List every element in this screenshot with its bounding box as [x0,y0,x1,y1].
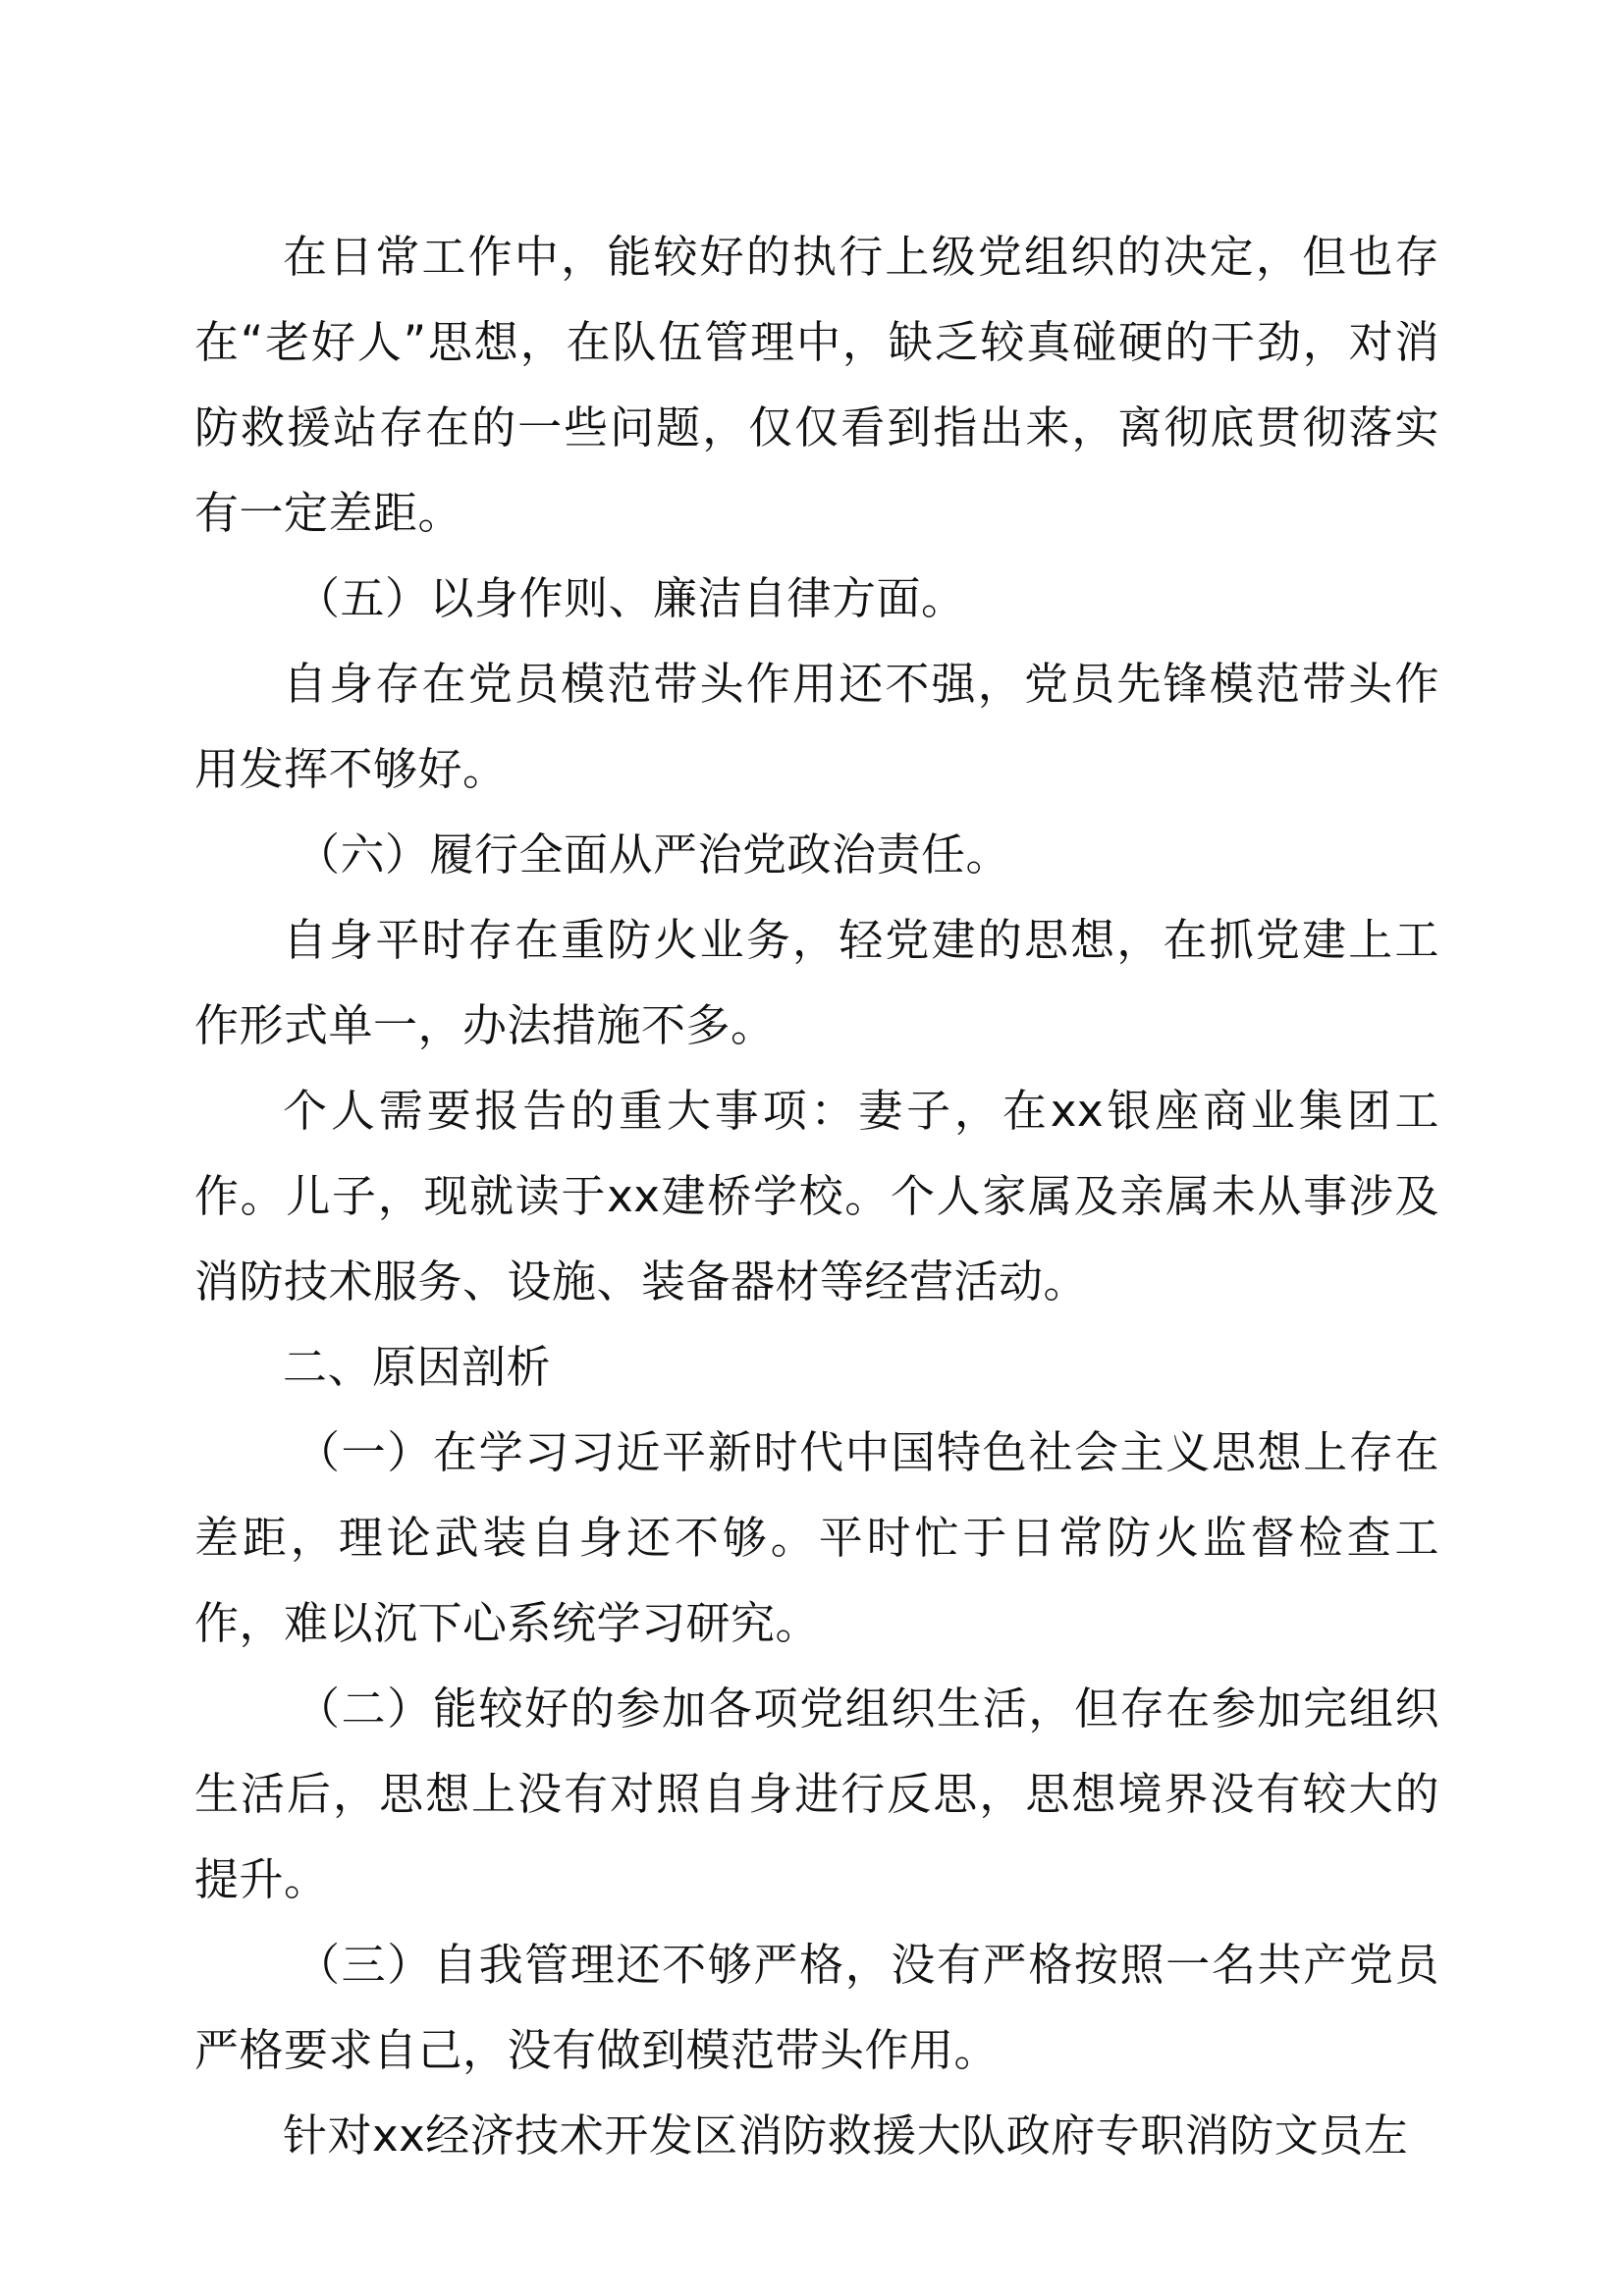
section-heading-six: （六）履行全面从严治党政治责任。 [296,828,1011,881]
paragraph-role-model: 自身存在党员模范带头作用还不强，党员先锋模范带头作用发挥不够好。 [194,658,1439,795]
paragraph-party-building: 自身平时存在重防火业务，轻党建的思想，在抓党建上工作形式单一，办法措施不多。 [194,914,1439,1051]
paragraph-daily-work: 在日常工作中，能较好的执行上级党组织的决定，但也存在“老好人”思想，在队伍管理中，缺乏较真碰硬的干劲，对消防救援站存在的一些问题，仅仅看到指出来，离彻底贯彻落实有一定差距。 [194,231,1439,539]
paragraph-closing: 针对xx经济技术开发区消防救援大队政府专职消防文员左 [283,2109,1409,2162]
paragraph-cause-three: （三）自我管理还不够严格，没有严格按照一名共产党员严格要求自己，没有做到模范带头作用。 [194,1939,1439,2076]
paragraph-cause-one: （一）在学习习近平新时代中国特色社会主义思想上存在差距，理论武装自身还不够。平时忙于日常防火监督检查工作，难以沉下心系统学习研究。 [194,1426,1439,1649]
section-heading-cause-analysis: 二、原因剖析 [283,1341,552,1393]
paragraph-major-matters: 个人需要报告的重大事项：妻子，在xx银座商业集团工作。儿子，现就读于xx建桥学校。个人家属及亲属未从事涉及消防技术服务、设施、装备器材等经营活动。 [194,1085,1439,1308]
section-heading-five: （五）以身作则、廉洁自律方面。 [296,572,966,624]
document-body [194,214,1439,2178]
paragraph-cause-two: （二）能较好的参加各项党组织生活，但存在参加完组织生活后，思想上没有对照自身进行反思，思想境界没有较大的提升。 [194,1682,1439,1905]
